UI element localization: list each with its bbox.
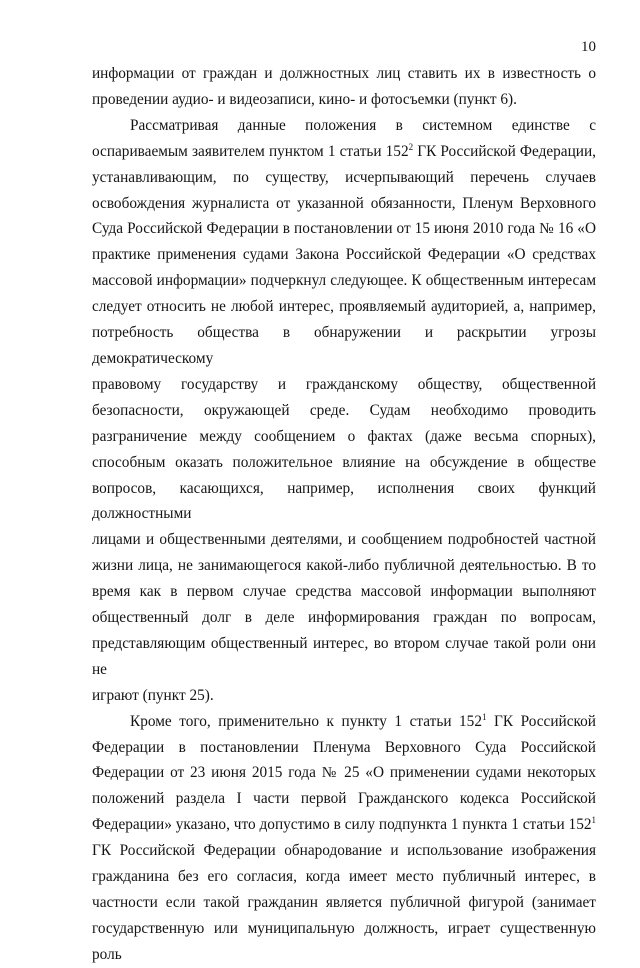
paragraph-line: общественный долг в деле информирования граждан по вопросам, xyxy=(92,609,596,627)
body-text xyxy=(92,61,596,968)
page-number: 10 xyxy=(581,39,596,55)
paragraph-line: следует относить не любой интерес, проявляемый аудиторией, а, например, xyxy=(92,298,596,316)
line-text: Федерации» указано, что допустимо в силу подпункта 1 пункта 1 статьи 152 xyxy=(92,816,592,834)
paragraph-line: Рассматривая данные положения в системном единстве с xyxy=(130,116,596,134)
paragraph-line: Федерации в постановлении Пленума Верховного Суда Российской xyxy=(92,738,596,756)
paragraph-line: освобождения журналиста от указанной обязанности, Пленум Верховного xyxy=(92,194,596,212)
paragraph-line: лицами и общественными деятелями, и сообщением подробностей частной xyxy=(92,531,596,549)
paragraph-line: практике применения судами Закона Российской Федерации «О средствах xyxy=(92,246,596,264)
paragraph-line: представляющим общественный интерес, во втором случае такой роли они не xyxy=(92,634,596,678)
paragraph-line: разграничение между сообщением о фактах (даже весьма спорных), xyxy=(92,427,596,445)
paragraph-line: ГК Российской Федерации обнародование и использование изображения xyxy=(92,842,596,860)
paragraph-line: потребность общества в обнаружении и раскрытии угрозы демократическому xyxy=(92,324,596,367)
paragraph-line: Федерации от 23 июня 2015 года № 25 «О применении судами некоторых xyxy=(92,764,596,782)
paragraph-line xyxy=(92,709,596,735)
paragraph-line: время как в первом случае средства массовой информации выполняют xyxy=(92,583,596,601)
paragraph-line: информации от граждан и должностных лиц ставить их в известность о xyxy=(92,65,596,82)
paragraph-line: способным оказать положительное влияние на обсуждение в обществе xyxy=(92,453,596,471)
line-text: ГК Российской xyxy=(486,712,596,730)
paragraph-line xyxy=(92,812,596,838)
paragraph-line: правовому государству и гражданскому обществу, общественной xyxy=(92,375,596,393)
superscript: 2 xyxy=(408,141,414,152)
paragraph-line: гражданина без его согласия, когда имеет место публичный интерес, в xyxy=(92,868,596,886)
paragraph-line: положений раздела I части первой Гражданского кодекса Российской xyxy=(92,790,596,808)
paragraph-line: государственную или муниципальную должность, играет существенную роль xyxy=(92,919,596,963)
paragraph-line: частности если такой гражданин является публичной фигурой (занимает xyxy=(92,894,596,911)
paragraph-line: жизни лица, не занимающегося какой-либо публичной деятельностью. В то xyxy=(92,557,596,575)
paragraph-line: вопросов, касающихся, например, исполнения своих функций должностными xyxy=(92,479,596,523)
paragraph-line: Суда Российской Федерации в постановлении от 15 июня 2010 года № 16 «О xyxy=(92,220,596,238)
superscript: 1 xyxy=(591,815,596,826)
paragraph-line: массовой информации» подчеркнул следующее. К общественным интересам xyxy=(92,272,596,290)
paragraph-line xyxy=(92,139,596,165)
line-text: ГК Российской Федерации, xyxy=(413,142,596,160)
paragraph-line: играют (пункт 25). xyxy=(92,686,214,704)
paragraph-line: проведении аудио- и видеозаписи, кино- и фотосъемки (пункт 6). xyxy=(92,90,517,108)
line-text: Кроме того, применительно к пункту 1 статьи 152 xyxy=(130,712,482,730)
line-text: оспариваемым заявителем пунктом 1 статьи 152 xyxy=(92,142,409,160)
paragraph-line: устанавливающим, по существу, исчерпывающий перечень случаев xyxy=(92,168,596,186)
paragraph-line: безопасности, окружающей среде. Судам необходимо проводить xyxy=(92,401,596,419)
superscript: 1 xyxy=(481,711,487,722)
